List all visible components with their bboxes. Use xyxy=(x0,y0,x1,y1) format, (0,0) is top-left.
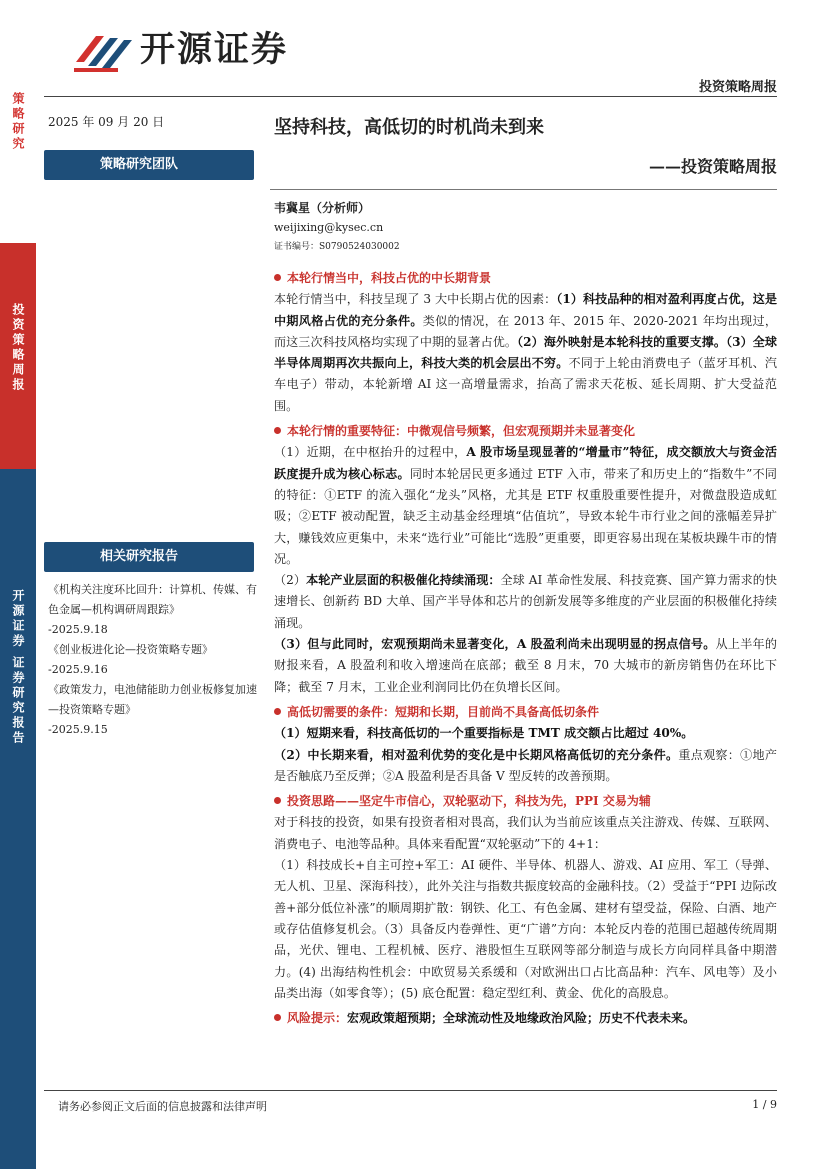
emphasis-text: （3）但与此同时，宏观预期尚未显著变化，A 股盈利尚未出现明显的拐点信号。 xyxy=(274,637,716,652)
related-report-title: 《政策发力，电池储能助力创业板修复加速—投资策略专题》 xyxy=(48,683,257,716)
side-label-strategy: 策略研究 xyxy=(0,86,36,178)
body-paragraph xyxy=(274,745,777,788)
section-heading-text: 高低切需要的条件：短期和长期，目前尚不具备高低切条件 xyxy=(287,704,600,719)
bullet-dot-icon xyxy=(274,708,281,715)
body-text: 全球 AI 革命性发展、科技竞赛、国产算力需求的快速增长、创新药 BD 大单、国产半导体和芯片的创新发展等多维度的产业层面的积极催化持续涌现。 xyxy=(274,573,777,630)
section-heading xyxy=(274,1008,777,1029)
header-divider xyxy=(44,96,777,97)
body-text: 同时本轮居民更多通过 ETF 入市，带来了和历史上的“指数牛”不同的特征：①ETF 的流入强化“龙头”风格，尤其是 ETF 权重股重要性提升，对微盘股造成虹吸；②ETF 被动配置，缺乏主动基金经理填“估值坑”，导致本轮牛市行业之间的涨幅差异扩大，赚钱效应更集中，未来“选行业”可能比“选股”更重要，即更容易出现在某板块躁牛市的情况。 xyxy=(274,466,777,566)
analyst-cert-number: 证书编号：S0790524030002 xyxy=(274,242,400,252)
bullet-dot-icon xyxy=(274,797,281,804)
page-number: 1 / 9 xyxy=(752,1098,777,1111)
body-paragraph xyxy=(274,289,777,417)
related-report-title: 《创业板进化论—投资策略专题》 xyxy=(48,643,213,656)
section-heading xyxy=(274,268,777,289)
section-heading xyxy=(274,702,777,723)
related-report-date: -2025.9.16 xyxy=(48,663,108,676)
body-text: 对于科技的投资，如果有投资者相对畏高，我们认为当前应该重点关注游戏、传媒、互联网、消费电子、电池等品种。具体来看配置“双轮驱动”下的 4+1： xyxy=(274,815,777,851)
brand-name: 开源证券 xyxy=(140,30,289,70)
section-heading-tail: 宏观政策超预期；全球流动性及地缘政治风险；历史不代表未来。 xyxy=(347,1011,696,1026)
analyst-email[interactable]: weijixing@kysec.cn xyxy=(274,221,384,234)
brand-mark-icon xyxy=(74,28,132,74)
brand-logo xyxy=(74,26,314,76)
related-report-date: -2025.9.18 xyxy=(48,623,108,636)
section-heading-text: 本轮行情的重要特征：中微观信号频繁，但宏观预期并未显著变化 xyxy=(287,424,636,439)
body-paragraph xyxy=(274,570,777,634)
report-date: 2025 年 09 月 20 日 xyxy=(48,115,165,129)
body-text: 类似的情况，在 2013 年、2015 年、2020-2021 年均出现过，而这三次科技风格均实现了中期的显著占优。 xyxy=(274,313,777,349)
related-report-title: 《机构关注度环比回升：计算机、传媒、有色金属—机构调研周跟踪》 xyxy=(48,583,257,616)
section-heading-text: 本轮行情当中，科技占优的中长期背景 xyxy=(287,271,492,285)
related-report-date: -2025.9.15 xyxy=(48,723,108,736)
related-report-item[interactable] xyxy=(48,640,260,680)
emphasis-text: （1）短期来看，科技高低切的一个重要指标是 TMT 成交额占比超过 40%。 xyxy=(274,726,694,741)
body-text: （2） xyxy=(274,573,307,588)
emphasis-text: （2）海外映射是本轮科技的重要支撑。（3）全球半导体周期再次共振向上，科技大类的机会层出不穷。 xyxy=(274,334,777,371)
related-report-item[interactable] xyxy=(48,580,260,640)
body-text: （1）科技成长+自主可控+军工：AI 硬件、半导体、机器人、游戏、AI 应用、军工（导弹、无人机、卫星、深海科技），此外关注与指数共振度较高的金融科技。（2）受益于“PPI 边际改善+部分低位补涨”的顺周期扩散：钢铁、化工、有色金属、建材有望受益，保险、白酒、地产或存估值修复机会。（3）具备反内卷弹性、更“广谱”方向：本轮反内卷的范围已超越传统周期品，光伏、锂电、工程机械、医疗、港股恒生互联网等部分制造与成长方向同样具备中期潜力。(4) 出海结构性机会：中欧贸易关系缓和（对欧洲出口占比高品种：汽车、风电等）及小品类出海（如零食等）；(5) 底仓配置：稳定型红利、黄金、优化的高股息。 xyxy=(274,858,777,1000)
related-reports-list xyxy=(48,580,260,740)
body-paragraph xyxy=(274,812,777,855)
side-banner xyxy=(0,0,36,1169)
analyst-name: 韦冀星（分析师） xyxy=(274,201,371,215)
emphasis-text: A 股市场呈现显著的“增量市”特征，成交额放大与资金活跃度提升成为核心标志。 xyxy=(274,445,777,481)
emphasis-text: 本轮产业层面的积极催化持续涌现： xyxy=(306,573,501,588)
body-paragraph xyxy=(274,634,777,698)
section-heading xyxy=(274,421,777,442)
footer-divider xyxy=(44,1090,777,1091)
section-heading-text: 投资思路——坚定牛市信心，双轮驱动下，科技为先，PPI 交易为辅 xyxy=(287,794,651,809)
bullet-dot-icon xyxy=(274,274,281,281)
emphasis-text: （2）中长期来看，相对盈利优势的变化是中长期风格高低切的充分条件。 xyxy=(274,747,679,762)
side-label-brand: 开源证券 证券研究报告 xyxy=(0,469,36,1169)
report-type-tag: 投资策略周报 xyxy=(698,80,777,95)
bullet-dot-icon xyxy=(274,1014,281,1021)
body-paragraph xyxy=(274,442,777,570)
bullet-dot-icon xyxy=(274,427,281,434)
report-body xyxy=(274,264,777,1029)
body-paragraph xyxy=(274,855,777,1004)
related-report-item[interactable] xyxy=(48,680,260,740)
analyst-divider xyxy=(270,189,777,190)
report-subtitle: ——投资策略周报 xyxy=(648,157,777,176)
side-label-weekly: 投资策略周报 xyxy=(0,243,36,469)
body-text: 从上半年的财报来看，A 股盈利和收入增速尚在底部；截至 8 月末，70 大城市的新房销售仍在环比下降；截至 7 月末，工业企业利润同比仍在负增长区间。 xyxy=(274,637,777,694)
section-heading-text: 风险提示： xyxy=(287,1011,348,1026)
body-text: 不同于上轮由消费电子（蓝牙耳机、汽车电子）带动，本轮新增 AI 这一高增量需求，抬高了需求天花板、延长周期、扩大受益范围。 xyxy=(274,356,777,413)
footer-disclaimer: 请务必参阅正文后面的信息披露和法律声明 xyxy=(58,1100,267,1113)
report-title: 坚持科技，高低切的时机尚未到来 xyxy=(274,117,544,138)
section-heading xyxy=(274,791,777,812)
body-text: （1）近期，在中枢抬升的过程中， xyxy=(274,445,467,460)
body-text: 重点观察：①地产是否触底乃至反弹；②A 股盈利是否具备 V 型反转的改善预期。 xyxy=(274,747,777,783)
related-reports-header: 相关研究报告 xyxy=(44,542,254,572)
emphasis-text: （1）科技品种的相对盈利再度占优，这是中期风格占优的充分条件。 xyxy=(274,292,777,328)
body-paragraph xyxy=(274,723,777,744)
body-text: 本轮行情当中，科技呈现了 3 大中长期占优的因素： xyxy=(274,292,557,307)
team-header: 策略研究团队 xyxy=(44,150,254,180)
